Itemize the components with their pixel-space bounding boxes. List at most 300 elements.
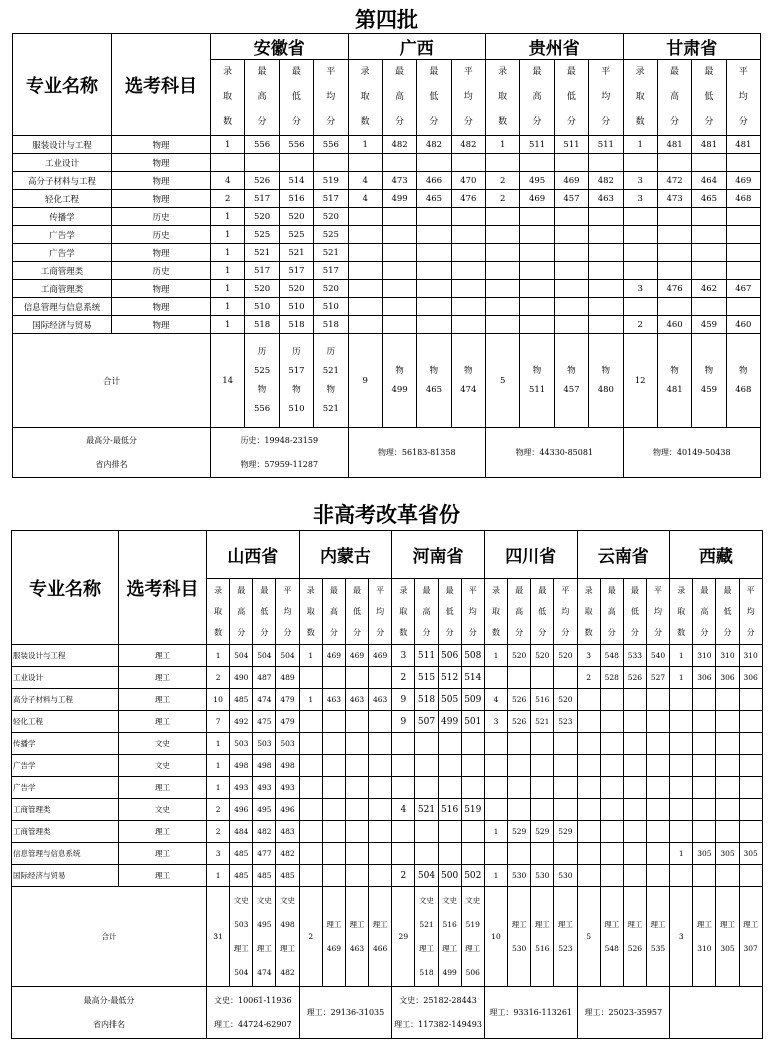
score-cell (554, 226, 588, 244)
score-cell: 515 (415, 667, 438, 689)
score-cell (726, 298, 760, 316)
score-cell (623, 208, 657, 226)
score-cell (693, 711, 716, 733)
subheader-char: 分 (429, 117, 439, 127)
score-cell: 540 (646, 645, 669, 667)
score-cell (415, 843, 438, 865)
score-cell (451, 298, 485, 316)
score-cell (726, 208, 760, 226)
subheader-char: 均 (738, 92, 748, 102)
score-cell (345, 733, 368, 755)
subheader-cell (279, 60, 313, 136)
score-cell: 496 (276, 799, 299, 821)
score-cell (739, 733, 762, 755)
rank-guizhou: 物理：44330-85081 (486, 428, 624, 478)
score-cell: 3 (484, 711, 507, 733)
total-value: 517 (288, 365, 305, 376)
score-cell (657, 262, 691, 280)
score-cell (508, 799, 531, 821)
score-cell: 468 (726, 190, 760, 208)
score-cell: 469 (369, 645, 392, 667)
rank-row (13, 428, 761, 478)
score-cell: 499 (382, 190, 416, 208)
score-cell (322, 777, 345, 799)
major-name: 高分子材料与工程 (12, 689, 119, 711)
subheader-cell (276, 579, 299, 645)
score-cell (554, 262, 588, 280)
score-cell: 493 (253, 777, 276, 799)
score-cell (600, 755, 623, 777)
score-cell: 523 (554, 711, 577, 733)
total-value: 物 (292, 384, 301, 395)
total-value: 物 (464, 365, 473, 376)
subheader-char: 最 (532, 67, 542, 77)
score-cell: 3 (207, 843, 230, 865)
score-cell: 2 (392, 865, 415, 887)
score-cell: 474 (253, 689, 276, 711)
table-row (13, 280, 761, 298)
score-cell: 465 (692, 190, 726, 208)
total-value: 文史 (280, 895, 296, 905)
score-cell (670, 865, 693, 887)
score-cell (314, 154, 348, 172)
total-cell (716, 887, 739, 987)
subject: 物理 (112, 244, 211, 262)
score-cell: 507 (415, 711, 438, 733)
score-cell: 481 (692, 136, 726, 154)
score-cell (461, 755, 484, 777)
subject: 物理 (112, 298, 211, 316)
score-cell: 1 (207, 865, 230, 887)
total-value: 文史 (256, 895, 272, 905)
total-cell (322, 887, 345, 987)
score-cell (369, 865, 392, 887)
subheader-char: 分 (630, 628, 639, 637)
score-cell: 9 (392, 689, 415, 711)
score-cell: 477 (253, 843, 276, 865)
score-cell: 510 (279, 298, 313, 316)
total-count: 3 (670, 887, 693, 987)
subheader-char: 最 (353, 586, 362, 595)
total-count: 2 (299, 887, 322, 987)
table-row (13, 154, 761, 172)
subheader-cell (589, 60, 623, 136)
total-value: 457 (563, 384, 580, 395)
score-cell (484, 843, 507, 865)
total-value: 307 (743, 943, 758, 953)
score-cell: 305 (693, 843, 716, 865)
score-cell (451, 226, 485, 244)
score-cell: 2 (207, 799, 230, 821)
total-cell (693, 887, 716, 987)
score-cell (451, 154, 485, 172)
score-cell (589, 226, 623, 244)
major-name: 工商管理类 (13, 280, 112, 298)
score-cell: 526 (508, 689, 531, 711)
subject: 物理 (112, 172, 211, 190)
subheader-char: 平 (561, 586, 570, 595)
subheader-cell (600, 579, 623, 645)
major-name: 国际经济与贸易 (12, 865, 119, 887)
subheader-cell (508, 579, 531, 645)
score-cell: 460 (726, 316, 760, 334)
subheader-char: 分 (329, 628, 338, 637)
score-cell (589, 298, 623, 316)
score-cell (415, 733, 438, 755)
score-cell (693, 755, 716, 777)
subheader-char: 分 (326, 117, 336, 127)
score-cell (554, 154, 588, 172)
score-cell (531, 799, 554, 821)
subheader-char: 数 (214, 628, 223, 637)
major-name: 国际经济与贸易 (13, 316, 112, 334)
total-value: 物 (429, 365, 439, 376)
score-cell: 485 (253, 865, 276, 887)
score-cell (600, 689, 623, 711)
score-cell: 529 (554, 821, 577, 843)
score-cell (531, 755, 554, 777)
score-cell: 525 (279, 226, 313, 244)
subheader-char: 分 (532, 117, 542, 127)
subject: 历史 (112, 226, 211, 244)
total-cell (245, 334, 279, 428)
score-cell (299, 843, 322, 865)
score-cell (623, 755, 646, 777)
score-cell: 518 (314, 316, 348, 334)
subheader-cell (646, 579, 669, 645)
score-cell (486, 298, 520, 316)
score-cell (392, 821, 415, 843)
score-cell: 548 (600, 645, 623, 667)
total-value: 548 (604, 943, 619, 953)
score-cell (382, 316, 416, 334)
score-cell (508, 733, 531, 755)
total-value: 521 (322, 403, 339, 414)
header-row (13, 34, 761, 60)
score-cell (369, 755, 392, 777)
score-cell (382, 280, 416, 298)
score-cell (461, 777, 484, 799)
score-cell (577, 689, 600, 711)
total-label: 合计 (12, 887, 207, 987)
score-cell: 1 (670, 667, 693, 689)
score-cell: 508 (461, 645, 484, 667)
subheader-cell (716, 579, 739, 645)
score-cell (693, 689, 716, 711)
total-cell (508, 887, 531, 987)
subheader-char: 最 (723, 586, 732, 595)
score-cell (382, 298, 416, 316)
table-row (13, 298, 761, 316)
subheader-char: 高 (395, 92, 405, 102)
score-cell: 533 (623, 645, 646, 667)
subheader-char: 平 (326, 67, 336, 77)
score-cell (623, 821, 646, 843)
subheader-char: 均 (463, 92, 473, 102)
score-cell: 526 (623, 667, 646, 689)
subject: 物理 (112, 190, 211, 208)
subheader-char: 分 (561, 628, 570, 637)
score-cell (716, 777, 739, 799)
score-cell (438, 821, 461, 843)
score-cell (623, 154, 657, 172)
score-cell: 1 (207, 755, 230, 777)
score-cell (299, 799, 322, 821)
score-cell (670, 755, 693, 777)
score-cell (348, 316, 382, 334)
score-cell: 3 (623, 280, 657, 298)
subheader-char: 取 (635, 92, 645, 102)
subheader-cell (253, 579, 276, 645)
total-value: 理工 (349, 919, 365, 929)
score-cell (520, 316, 554, 334)
subheader-char: 高 (257, 92, 267, 102)
subheader-char: 低 (260, 607, 269, 616)
score-cell (716, 799, 739, 821)
score-cell: 498 (276, 755, 299, 777)
score-cell (646, 843, 669, 865)
subject: 物理 (112, 136, 211, 154)
score-cell: 502 (461, 865, 484, 887)
score-cell (670, 799, 693, 821)
score-cell: 514 (279, 172, 313, 190)
rank-row (12, 987, 763, 1039)
score-cell (348, 154, 382, 172)
subject: 理工 (119, 777, 207, 799)
total-count: 14 (211, 334, 245, 428)
score-cell (382, 154, 416, 172)
total-cell (415, 887, 438, 987)
score-cell: 521 (245, 244, 279, 262)
total-count: 5 (486, 334, 520, 428)
rank-anhui (211, 428, 349, 478)
score-cell (348, 298, 382, 316)
score-cell: 481 (726, 136, 760, 154)
score-cell (245, 154, 279, 172)
subheader-cell (322, 579, 345, 645)
score-cell: 490 (230, 667, 253, 689)
total-value: 理工 (743, 919, 759, 929)
score-cell (417, 154, 451, 172)
score-cell: 467 (726, 280, 760, 298)
total-cell (589, 334, 623, 428)
total-value: 503 (234, 919, 249, 929)
score-cell: 1 (207, 777, 230, 799)
score-cell (657, 154, 691, 172)
score-cell (451, 244, 485, 262)
score-cell: 521 (531, 711, 554, 733)
score-cell (739, 865, 762, 887)
total-value: 506 (465, 967, 480, 977)
score-cell: 2 (211, 190, 245, 208)
score-cell: 1 (348, 136, 382, 154)
score-cell (322, 865, 345, 887)
table-row (13, 172, 761, 190)
total-value: 482 (280, 967, 295, 977)
score-cell (589, 154, 623, 172)
score-cell: 520 (508, 645, 531, 667)
subheader-char: 平 (463, 67, 473, 77)
subheader-char: 均 (283, 607, 292, 616)
score-cell (726, 262, 760, 280)
total-cell (230, 887, 253, 987)
score-cell (382, 226, 416, 244)
score-cell (657, 226, 691, 244)
score-cell: 306 (739, 667, 762, 689)
score-cell: 496 (230, 799, 253, 821)
score-cell (646, 799, 669, 821)
subheader-cell (415, 579, 438, 645)
score-cell (417, 244, 451, 262)
score-cell: 528 (600, 667, 623, 689)
total-value: 523 (558, 943, 573, 953)
subheader-cell (417, 60, 451, 136)
score-cell (577, 799, 600, 821)
total-value: 556 (253, 403, 271, 414)
subheader-cell (657, 60, 691, 136)
subheader-cell (314, 60, 348, 136)
subheader-char: 录 (677, 586, 686, 595)
score-cell: 500 (438, 865, 461, 887)
table-row (13, 190, 761, 208)
score-cell (345, 777, 368, 799)
score-cell (417, 226, 451, 244)
score-cell (415, 821, 438, 843)
score-cell (520, 154, 554, 172)
score-cell: 516 (279, 190, 313, 208)
score-cell: 556 (314, 136, 348, 154)
subheader-char: 录 (214, 586, 223, 595)
score-cell: 517 (245, 190, 279, 208)
subject: 理工 (119, 711, 207, 733)
score-cell: 3 (623, 190, 657, 208)
score-cell (554, 298, 588, 316)
rank-yunnan: 理工：25023-35957 (577, 987, 670, 1039)
score-cell (739, 821, 762, 843)
total-cell (382, 334, 416, 428)
major-name: 工商管理类 (12, 821, 119, 843)
score-cell (600, 843, 623, 865)
table-row (12, 799, 763, 821)
score-cell (486, 226, 520, 244)
subheader-char: 最 (630, 586, 639, 595)
total-row (12, 887, 763, 987)
major-name: 广告学 (13, 226, 112, 244)
subheader-char: 分 (601, 117, 611, 127)
province-header: 贵州省 (486, 34, 624, 60)
subheader-cell (392, 579, 415, 645)
score-cell: 520 (245, 208, 279, 226)
rank-sichuan: 理工：93316-113261 (484, 987, 577, 1039)
total-cell (253, 887, 276, 987)
subheader-cell (670, 579, 693, 645)
score-cell: 530 (554, 865, 577, 887)
total-value: 525 (253, 365, 271, 376)
score-cell: 469 (322, 645, 345, 667)
total-cell (623, 887, 646, 987)
score-cell (461, 821, 484, 843)
score-cell: 520 (245, 280, 279, 298)
subheader-char: 录 (399, 586, 408, 595)
score-cell (531, 667, 554, 689)
score-cell: 1 (484, 645, 507, 667)
score-cell (369, 667, 392, 689)
total-value: 理工 (534, 919, 550, 929)
total-value: 物 (532, 365, 542, 376)
score-cell (417, 208, 451, 226)
score-cell: 526 (508, 711, 531, 733)
score-cell (646, 777, 669, 799)
score-cell (348, 280, 382, 298)
subheader-char: 数 (677, 628, 686, 637)
score-cell (589, 244, 623, 262)
score-cell (508, 667, 531, 689)
total-cell (554, 887, 577, 987)
score-cell (508, 843, 531, 865)
score-cell (348, 226, 382, 244)
score-cell: 505 (438, 689, 461, 711)
score-cell: 503 (230, 733, 253, 755)
score-cell (693, 733, 716, 755)
score-cell: 511 (554, 136, 588, 154)
subheader-char: 数 (223, 117, 233, 127)
score-cell: 1 (484, 821, 507, 843)
rank-shanxi (207, 987, 300, 1039)
subheader-char: 均 (654, 607, 663, 616)
score-cell: 1 (211, 262, 245, 280)
score-cell: 504 (230, 645, 253, 667)
major-name: 传播学 (13, 208, 112, 226)
table-row (12, 755, 763, 777)
subheader-char: 最 (395, 67, 405, 77)
score-cell: 463 (322, 689, 345, 711)
score-cell: 2 (207, 667, 230, 689)
score-cell: 520 (279, 208, 313, 226)
province-header: 山西省 (207, 531, 300, 579)
subheader-char: 低 (538, 607, 547, 616)
subheader-char: 最 (445, 586, 454, 595)
total-value: 理工 (720, 919, 736, 929)
score-cell: 482 (451, 136, 485, 154)
score-cell: 482 (382, 136, 416, 154)
score-cell: 476 (451, 190, 485, 208)
score-cell (726, 244, 760, 262)
total-cell (646, 887, 669, 987)
score-cell: 485 (276, 865, 299, 887)
subheader-char: 最 (237, 586, 246, 595)
score-cell: 472 (657, 172, 691, 190)
subheader-char: 数 (491, 628, 500, 637)
score-cell (554, 843, 577, 865)
score-cell (577, 711, 600, 733)
subject: 理工 (119, 865, 207, 887)
province-header: 安徽省 (211, 34, 349, 60)
score-cell (693, 865, 716, 887)
score-cell: 511 (415, 645, 438, 667)
score-cell (508, 755, 531, 777)
score-cell (670, 821, 693, 843)
score-cell: 495 (520, 172, 554, 190)
score-cell: 481 (657, 136, 691, 154)
subheader-char: 分 (738, 117, 748, 127)
rank-guangxi: 物理：56183-81358 (348, 428, 486, 478)
subheader-cell (693, 579, 716, 645)
score-cell: 485 (230, 843, 253, 865)
score-cell: 556 (279, 136, 313, 154)
total-value: 463 (349, 943, 365, 953)
score-cell: 511 (589, 136, 623, 154)
province-header: 河南省 (392, 531, 485, 579)
